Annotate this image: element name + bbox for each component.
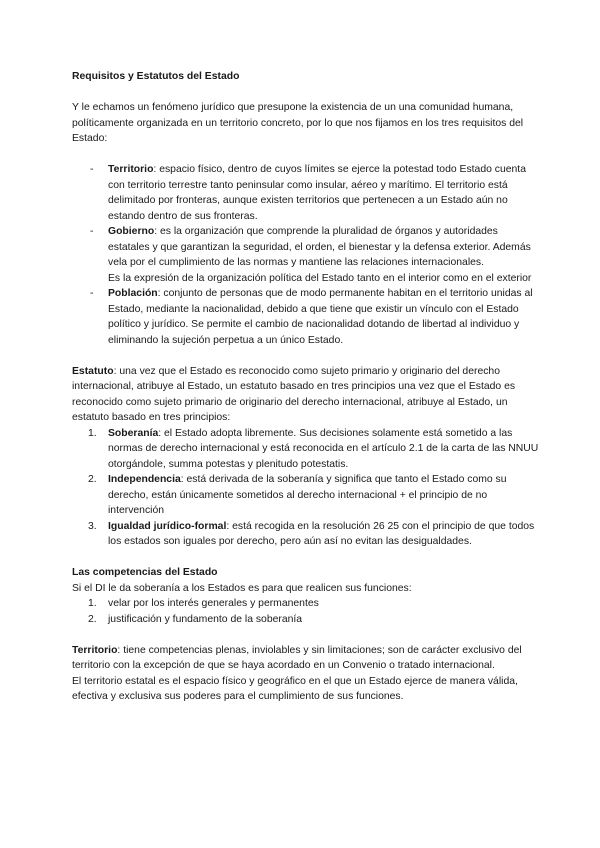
- term-independencia: Independencia: [108, 474, 181, 485]
- text-gobierno-extra: Es la expresión de la organización política del Estado tanto en el interior como en el exterior: [108, 272, 532, 284]
- term-gobierno: Gobierno: [108, 226, 155, 237]
- territorio-paragraph: [72, 643, 540, 674]
- estatuto-paragraph: [72, 364, 540, 426]
- item-text: velar por los interés generales y permanentes: [108, 598, 319, 609]
- text-gobierno: : es la organización que comprende la pluralidad de órganos y autoridades estatales y que garantizan la seguridad, el orden, el bienestar y la defensa exterior. Además vela por el cumplimiento de las normas y mantiene las relaciones internacionales.: [108, 226, 531, 268]
- list-item-territorio: [108, 162, 540, 224]
- item-number: 3.: [88, 520, 97, 532]
- text-poblacion: : conjunto de personas que de modo permanente habitan en el territorio unidas al Estado, mediante la nacionalidad, debido a que tiene que existir un vínculo con el Estado político y jurídico. Se permite el cambio de nacionalidad dotando de libertad al individuo y eliminando la sujeción perpetua a un único Estado.: [108, 288, 533, 346]
- item-number: 2.: [88, 474, 97, 485]
- text-independencia: : está derivada de la soberanía y significa que tanto el Estado como su derecho, están únicamente sometidos al derecho internacional + el principio de no intervención: [108, 474, 507, 516]
- term-territorio-competencias: Territorio: [72, 644, 118, 656]
- term-estatuto: Estatuto: [72, 365, 114, 377]
- principios-list: [72, 426, 540, 550]
- text-soberania: : el Estado adopta libremente. Sus decisiones solamente está sometido a las normas de derecho internacional y está reconocida en el artículo 2.1 de la carta de las NNUU otorgándole, summa potestas y plenitudo potestatis.: [108, 427, 539, 470]
- list-item-soberania: [88, 426, 540, 473]
- section-title-requisitos: Requisitos y Estatutos del Estado: [72, 71, 240, 82]
- competencias-intro: Si el DI le da soberanía a los Estados es para que realicen sus funciones:: [72, 582, 412, 594]
- list-item-poblacion: [108, 286, 540, 348]
- list-item-gobierno: [108, 224, 540, 286]
- territorio-paragraph-2: El territorio estatal es el espacio físico y geográfico en el que un Estado ejerce de manera válida, efectiva y exclusiva sus poderes para el cumplimiento de sus funciones.: [72, 675, 518, 702]
- item-number: 1.: [88, 427, 97, 439]
- text-estatuto: : una vez que el Estado es reconocido como sujeto primario y originario del derecho internacional, atribuye al Estado, un estatuto basado en tres principios una vez que el Estado es reconocido como sujeto primario de originario del derecho internacional, atribuye al Estado, un estatuto basado en tres principios:: [72, 365, 516, 423]
- text-igualdad: : está recogida en la resolución 26 25 con el principio de que todos los estados son iguales por derecho, pero aún así no evitan las desigualdades.: [108, 520, 535, 547]
- text-territorio-competencias: : tiene competencias plenas, inviolables y sin limitaciones; son de carácter exclusivo del territorio con la excepción de que se haya acordado en un Convenio o tratado internacional.: [72, 644, 522, 671]
- list-item: [88, 596, 540, 612]
- list-item-independencia: [88, 472, 540, 519]
- list-item: [88, 612, 540, 628]
- list-item-igualdad: [88, 519, 540, 550]
- text-territorio: : espacio físico, dentro de cuyos límites se ejerce la potestad todo Estado cuenta con territorio terrestre tanto peninsular como insular, aéreo y marítimo. El territorio está delimitado por fronteras, aunque existen territorios que pertenecen a un Estado aún no estando dentro de sus fronteras.: [108, 164, 526, 222]
- section-title-competencias: Las competencias del Estado: [72, 567, 218, 578]
- item-number: 1.: [88, 598, 97, 609]
- term-poblacion: Población: [108, 288, 158, 299]
- item-number: 2.: [88, 613, 97, 625]
- term-igualdad: Igualdad jurídico-formal: [108, 520, 227, 532]
- intro-paragraph: Y le echamos un fenómeno jurídico que presupone la existencia de un una comunidad humana, políticamente organizada en un territorio concreto, por lo que nos fijamos en los tres requisitos del Estado:: [72, 102, 524, 144]
- term-soberania: Soberanía: [108, 427, 159, 439]
- requisitos-list: [72, 162, 540, 348]
- competencias-list: [72, 596, 540, 627]
- item-text: justificación y fundamento de la soberanía: [108, 613, 303, 625]
- term-territorio: Territorio: [108, 164, 154, 175]
